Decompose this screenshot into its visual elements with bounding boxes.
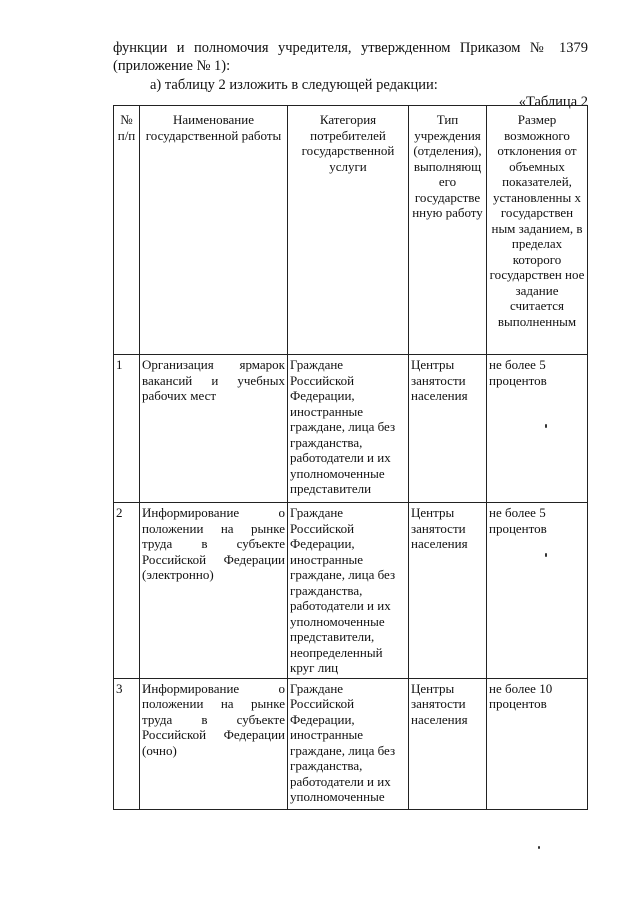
table-caption: «Таблица 2 (518, 94, 588, 110)
work-name-cell: Организация ярмарок вакансий и учебных рабочих мест (140, 355, 288, 503)
deviation-cell: не более 5 процентов (487, 355, 588, 503)
intro-text-line-2: (приложение № 1): (113, 58, 231, 74)
header-institution-type: Тип учреждения (отделения), выполняющ его государстве нную работу (409, 106, 487, 355)
table-header-row (114, 106, 588, 355)
table-row (114, 678, 588, 809)
intro-text-line-1: функции и полномочия учредителя, утвержденном Приказом № 1379 (113, 40, 588, 56)
institution-type-cell: Центры занятости населения (409, 503, 487, 679)
consumer-category-cell: Граждане Российской Федерации, иностранные граждане, лица без гражданства, работодатели и их уполномоченные представители, неопределенный круг лиц (288, 503, 409, 679)
deviation-cell: не более 5 процентов (487, 503, 588, 679)
table-row (114, 355, 588, 503)
scan-speck (538, 846, 540, 849)
deviation-cell: не более 10 процентов (487, 678, 588, 809)
header-number: № п/п (114, 106, 140, 355)
header-deviation-size: Размер возможного отклонения от объемных показателей, установленны х государствен ным заданием, в пределах которого государствен ное задание считается выполненным (487, 106, 588, 355)
consumer-category-cell: Граждане Российской Федерации, иностранные граждане, лица без гражданства, работодатели и их уполномоченные (288, 678, 409, 809)
row-number: 1 (114, 355, 140, 503)
consumer-category-cell: Граждане Российской Федерации, иностранные граждане, лица без гражданства, работодатели и их уполномоченные представители (288, 355, 409, 503)
work-name-cell: Информирование о положении на рынке труда в субъекте Российской Федерации (электронно) (140, 503, 288, 679)
scan-speck (545, 424, 547, 428)
services-table (113, 105, 588, 810)
header-work-name: Наименование государственной работы (140, 106, 288, 355)
row-number: 2 (114, 503, 140, 679)
table-row (114, 503, 588, 679)
scan-speck (545, 553, 547, 557)
intro-text-line-3: а) таблицу 2 изложить в следующей редакции: (150, 77, 438, 93)
institution-type-cell: Центры занятости населения (409, 678, 487, 809)
header-consumer-category: Категория потребителей государственной услуги (288, 106, 409, 355)
work-name-cell: Информирование о положении на рынке труда в субъекте Российской Федерации (очно) (140, 678, 288, 809)
institution-type-cell: Центры занятости населения (409, 355, 487, 503)
row-number: 3 (114, 678, 140, 809)
